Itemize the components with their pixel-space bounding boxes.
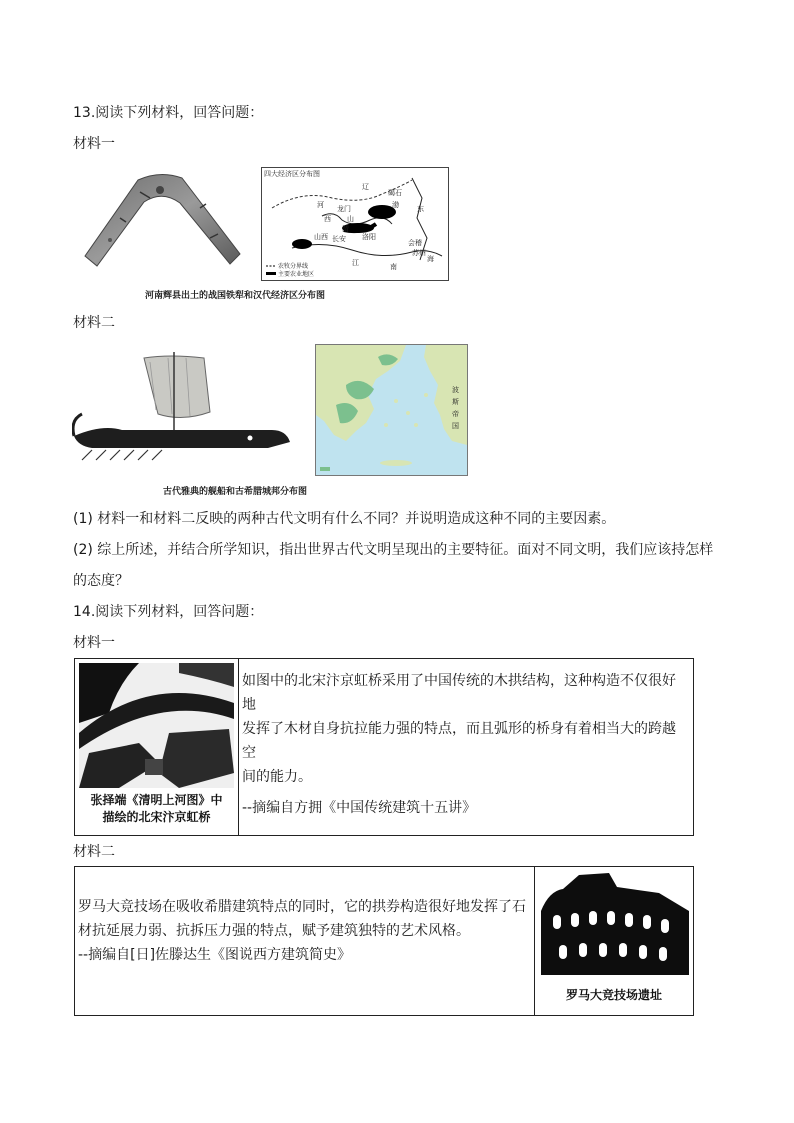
material1-text-cell — [239, 659, 694, 836]
material2-source: --摘编自[日]佐滕达生《图说西方建筑简史》 — [78, 947, 352, 963]
map1-label-xi: 西 — [324, 215, 331, 223]
map1-label-dong: 东 — [417, 205, 424, 213]
colosseum-caption: 罗马大竞技场遗址 — [565, 988, 662, 1002]
q13-material1-caption: 河南辉县出土的战国铁犁和汉代经济区分布图 — [145, 291, 326, 301]
map2-label-si: 斯 — [452, 398, 459, 406]
material2-text-cell — [75, 867, 535, 1016]
map1-legend-agri: 主要农业地区 — [278, 271, 315, 278]
q14-material2-label: 材料二 — [73, 844, 115, 860]
map1-label-luoyang: 洛阳 — [362, 233, 376, 241]
material1-text-line2: 发挥了木材自身抗拉能力强的特点，而且弧形的桥身有着相当大的跨越空 — [242, 721, 676, 761]
map1-legend-boundary: 农牧分界线 — [278, 263, 309, 270]
q13-sub1: (1) 材料一和材料二反映的两种古代文明有什么不同？并说明造成这种不同的主要因素。 — [73, 511, 616, 527]
q13-material2-caption: 古代雅典的舰船和古希腊城邦分布图 — [163, 487, 308, 497]
map2-label-guo: 国 — [452, 422, 459, 430]
q13-sub2-line1: (2) 综上所述，并结合所学知识，指出世界古代文明呈现出的主要特征。面对不同文明，我们应该持怎样 — [73, 542, 714, 558]
rainbow-bridge-cell — [75, 659, 239, 836]
han-economic-regions-map — [261, 167, 449, 281]
map1-label-hai: 海 — [427, 255, 434, 263]
rainbow-bridge-image — [79, 663, 234, 788]
map1-title: 四大经济区分布图 — [264, 170, 320, 178]
q14-material1-label: 材料一 — [73, 635, 115, 651]
rainbow-bridge-caption-line2: 描绘的北宋汴京虹桥 — [102, 810, 211, 824]
map1-label-jieshi: 碣石 — [388, 189, 402, 197]
map1-label-wei: 渭 — [342, 225, 349, 233]
map1-label-suzhou: 苏州 — [412, 249, 426, 257]
map1-label-jiang: 江 — [352, 259, 359, 267]
material1-source: --摘编自方拥《中国传统建筑十五讲》 — [242, 800, 477, 816]
colosseum-image — [539, 871, 689, 975]
material1-text-line3: 间的能力。 — [242, 769, 312, 785]
athenian-ship-image — [72, 350, 294, 462]
material1-text-line1: 如图中的北宋汴京虹桥采用了中国传统的木拱结构，这种构造不仅很好地 — [242, 673, 676, 713]
map1-label-bo: 渤 — [392, 201, 399, 209]
map1-label-nan: 南 — [390, 263, 397, 271]
q13-sub2-line2: 的态度？ — [73, 573, 129, 589]
map1-label-shanxi: 山西 — [314, 233, 328, 241]
map1-label-shan: 山 — [347, 215, 354, 223]
rainbow-bridge-caption-line1: 张择端《清明上河图》中 — [90, 793, 223, 807]
q14-material1-table — [74, 658, 694, 836]
map1-label-liao: 辽 — [362, 183, 369, 191]
map2-label-bo: 波 — [452, 386, 459, 394]
q14-material2-table — [74, 866, 694, 1016]
q13-heading: 13.阅读下列材料，回答问题： — [73, 105, 264, 121]
colosseum-cell — [535, 867, 694, 1016]
greek-city-states-map — [315, 344, 468, 476]
iron-plough-image — [80, 168, 245, 268]
q13-material2-label: 材料二 — [73, 315, 115, 331]
map1-label-he: 河 — [317, 201, 324, 209]
map1-label-changan: 长安 — [332, 235, 346, 243]
map1-label-longmen: 龙门 — [337, 205, 351, 213]
q13-material1-label: 材料一 — [73, 136, 115, 152]
material2-text-line1: 罗马大竞技场在吸收希腊建筑特点的同时，它的拱券构造很好地发挥了石 — [78, 899, 526, 915]
q14-heading: 14.阅读下列材料，回答问题： — [73, 604, 264, 620]
map1-label-kuaiji: 会稽 — [408, 239, 422, 247]
material2-text-line2: 材抗延展力弱、抗拆压力强的特点，赋予建筑独特的艺术风格。 — [78, 923, 470, 939]
map2-label-di: 帝 — [452, 410, 459, 418]
